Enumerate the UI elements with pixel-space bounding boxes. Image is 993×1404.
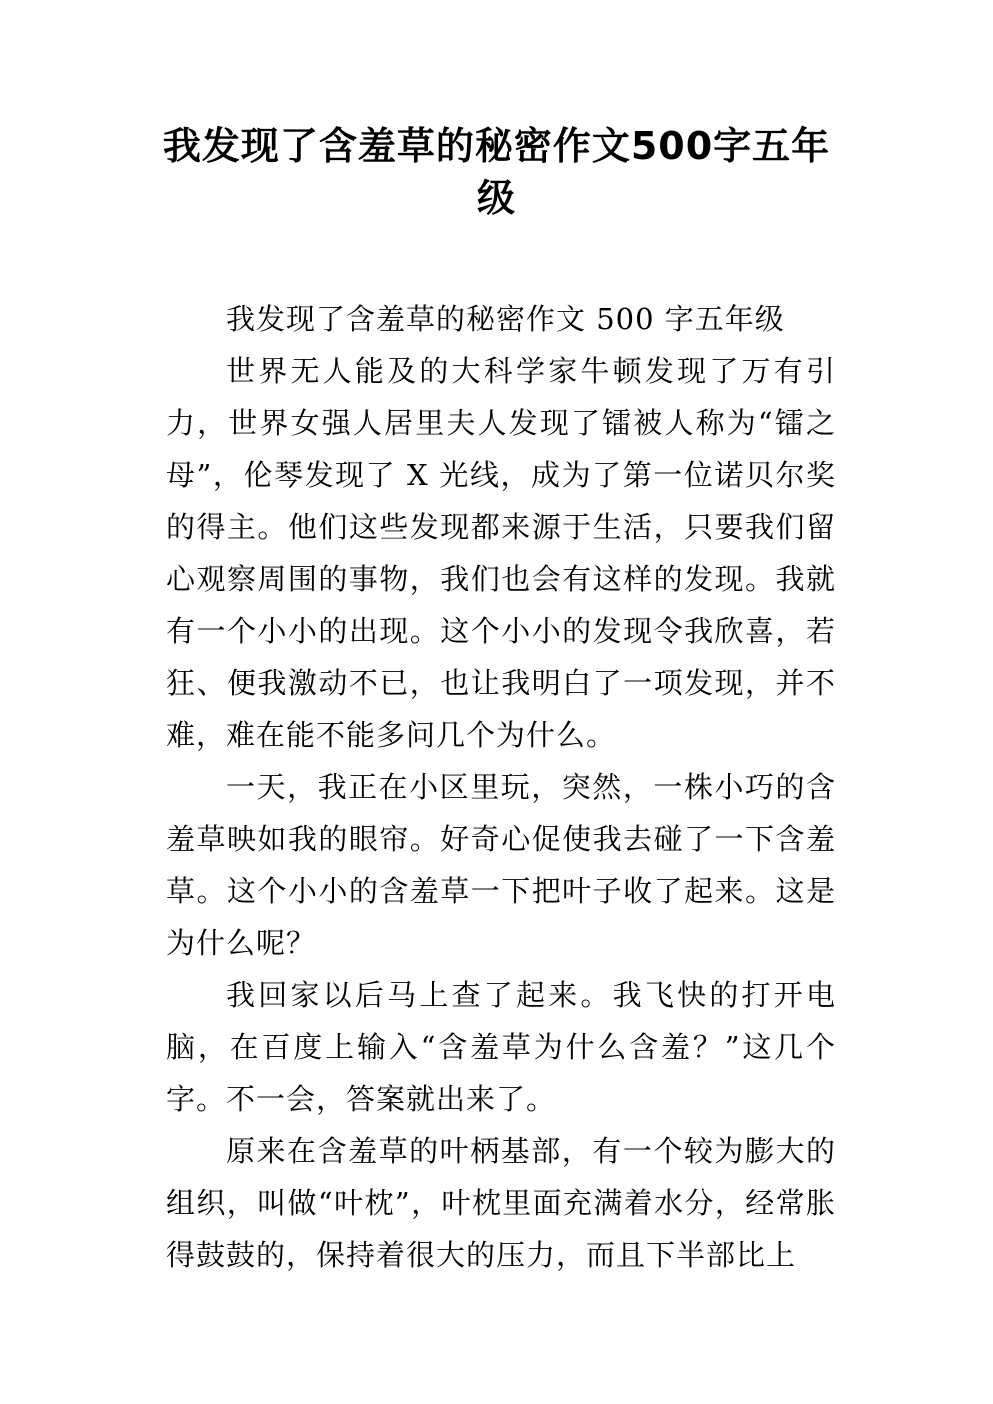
document-title: 我发现了含羞草的秘密作文500字五年级 [162,124,831,220]
paragraph: 原来在含羞草的叶柄基部，有一个较为膨大的组织，叫做“叶枕”，叶枕里面充满着水分，经常胀得鼓鼓的，保持着很大的压力，而且下半部比上 [166,1134,836,1272]
paragraph-subtitle: 我发现了含羞草的秘密作文 500 字五年级 [226,302,785,336]
paragraph: 我回家以后马上查了起来。我飞快的打开电脑，在百度上输入“含羞草为什么含羞？”这几个字。不一会，答案就出来了。 [166,978,836,1116]
document-body [166,293,836,1281]
paragraph: 一天，我正在小区里玩，突然，一株小巧的含羞草映如我的眼帘。好奇心促使我去碰了一下含羞草。这个小小的含羞草一下把叶子收了起来。这是为什么呢？ [166,770,836,960]
paragraph: 世界无人能及的大科学家牛顿发现了万有引力，世界女强人居里夫人发现了镭被人称为“镭之母”，伦琴发现了 X 光线，成为了第一位诺贝尔奖的得主。他们这些发现都来源于生活，只要我们留心观察周围的事物，我们也会有这样的发现。我就有一个小小的出现。这个小小的发现令我欣喜，若狂、便我激动不已，也让我明白了一项发现，并不难，难在能不能多问几个为什么。 [166,354,836,752]
